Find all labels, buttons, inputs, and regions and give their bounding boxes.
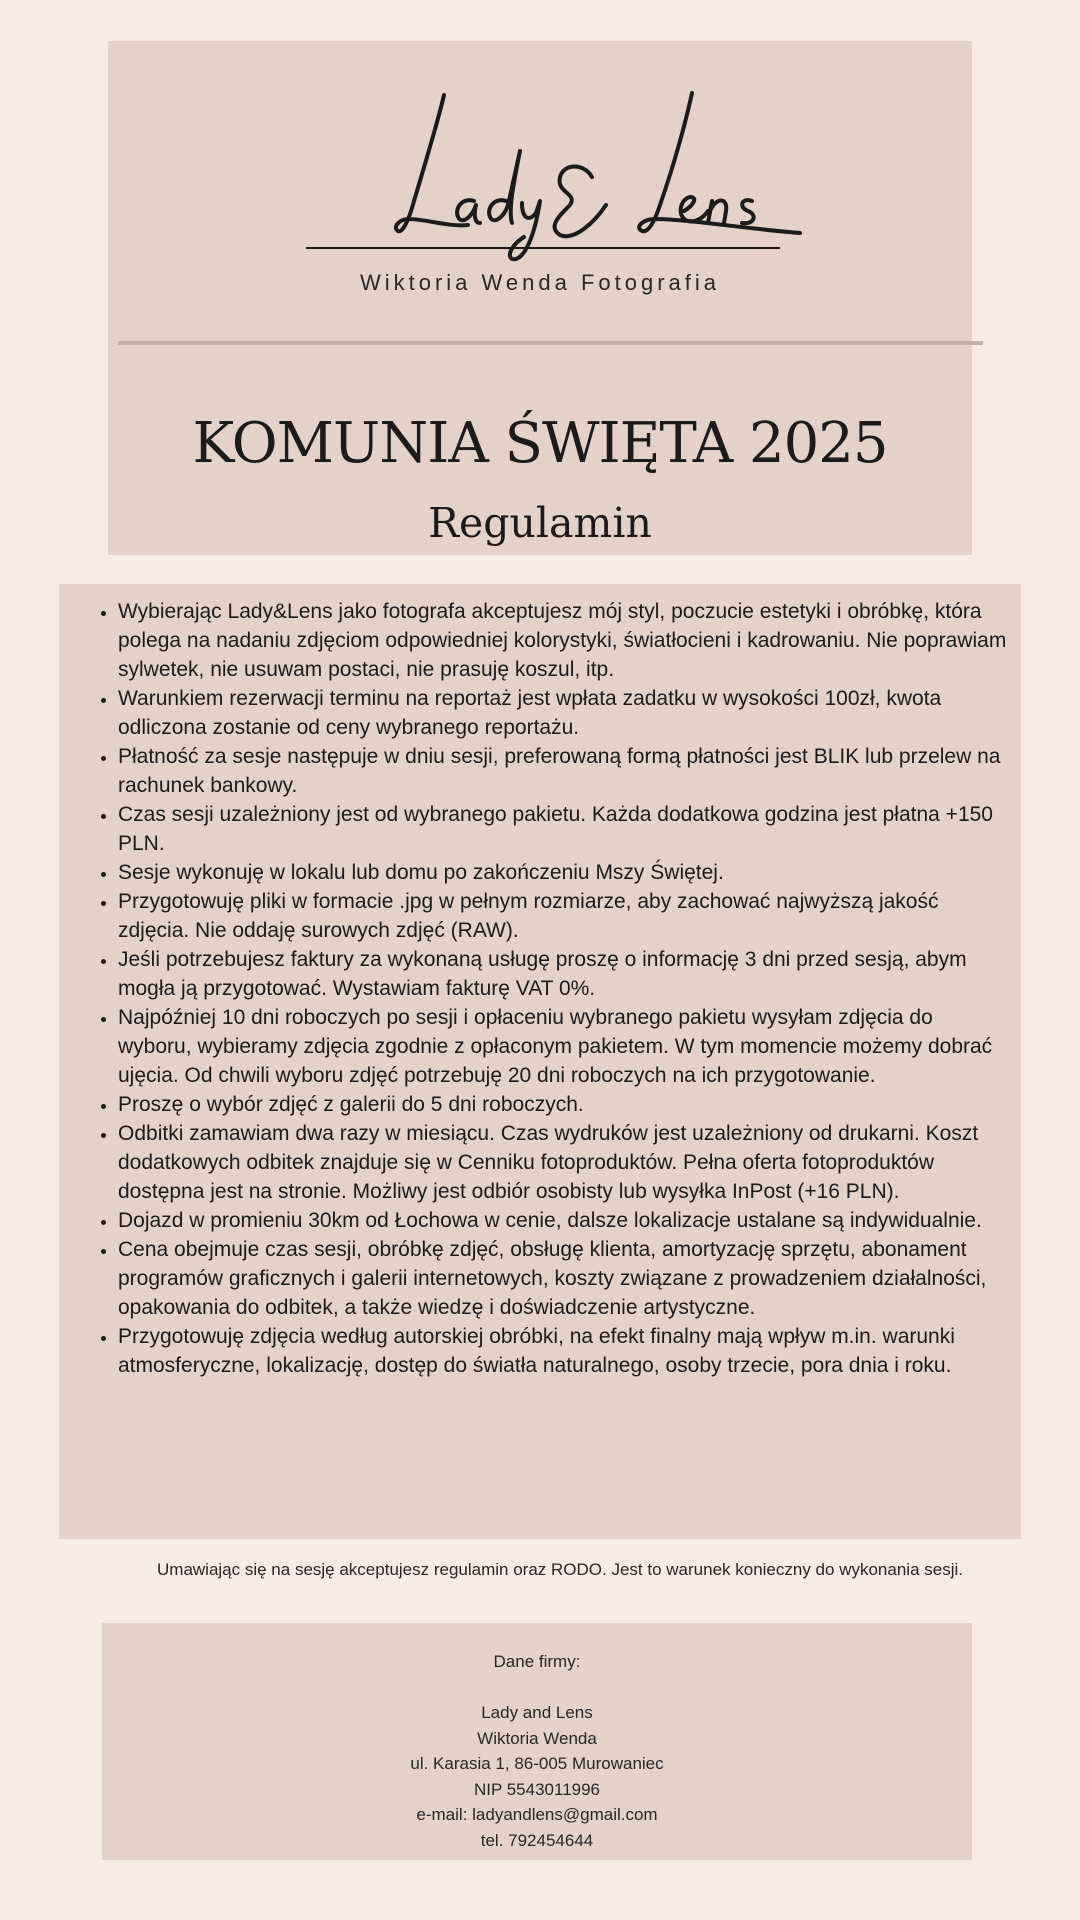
company-card xyxy=(102,1623,972,1860)
header-subtitle: Wiktoria Wenda Fotografia xyxy=(359,270,721,295)
logo-underline xyxy=(306,247,780,249)
list-item: • Dojazd w promieniu 30km od Łochowa w cenie, dalsze lokalizacje ustalane są indywidualnie. xyxy=(118,1206,1007,1235)
company-nip: NIP 5543011996 xyxy=(473,1779,601,1799)
lady-and-lens-logo xyxy=(108,41,972,301)
list-item: • Przygotowuję pliki w formacie .jpg w pełnym rozmiarze, aby zachować najwyższą jakość zdjęcia. Nie oddaję surowych zdjęć (RAW). xyxy=(118,887,1007,945)
rules-card xyxy=(59,584,1021,1539)
list-item: • Czas sesji uzależniony jest od wybranego pakietu. Każda dodatkowa godzina jest płatna +150 PLN. xyxy=(118,800,1007,858)
company-name: Lady and Lens xyxy=(481,1703,593,1722)
company-heading: Dane firmy: xyxy=(493,1652,581,1671)
footer-note: Umawiając się na sesję akceptujesz regulamin oraz RODO. Jest to warunek konieczny do wykonania sesji. xyxy=(157,1560,963,1579)
list-item: • Najpóźniej 10 dni roboczych po sesji i opłaceniu wybranego pakietu wysyłam zdjęcia do wyboru, wybieramy zdjęcia zgodnie z opłaconym pakietem. W tym momencie możemy dobrać ujęcia. Od chwili wyboru zdjęć potrzebuję 20 dni roboczych na ich przygotowanie. xyxy=(118,1003,1007,1090)
company-details xyxy=(102,1700,972,1854)
list-item: • Płatność za sesje następuje w dniu sesji, preferowaną formą płatności jest BLIK lub przelew na rachunek bankowy. xyxy=(118,742,1007,800)
list-item: • Warunkiem rezerwacji terminu na reportaż jest wpłata zadatku w wysokości 100zł, kwota odliczona zostanie od ceny wybranego reportażu. xyxy=(118,684,1007,742)
page-title: KOMUNIA ŚWIĘTA 2025 xyxy=(192,411,888,476)
list-item: • Jeśli potrzebujesz faktury za wykonaną usługę proszę o informację 3 dni przed sesją, abym mogła ją przygotować. Wystawiam fakturę VAT 0%. xyxy=(118,945,1007,1003)
company-phone: tel. 792454644 xyxy=(480,1830,594,1850)
company-address: ul. Karasia 1, 86-005 Murowaniec xyxy=(410,1754,664,1774)
list-item: • Odbitki zamawiam dwa razy w miesiącu. Czas wydruków jest uzależniony od drukarni. Koszt dodatkowych odbitek znajduje się w Cenniku fotoproduktów. Pełna oferta fotoproduktów dostępna jest na stronie. Możliwy jest odbiór osobisty lub wysyłka InPost (+16 PLN). xyxy=(118,1119,1007,1206)
list-item: • Sesje wykonuję w lokalu lub domu po zakończeniu Mszy Świętej. xyxy=(118,858,1007,887)
rules-list xyxy=(59,584,1021,1380)
company-owner: Wiktoria Wenda xyxy=(477,1728,597,1748)
header-divider xyxy=(118,341,983,345)
list-item: • Wybierając Lady&Lens jako fotografa akceptujesz mój styl, poczucie estetyki i obróbkę, która polega na nadaniu zdjęciom odpowiedniej kolorystyki, światłocieni i kadrowaniu. Nie poprawiam sylwetek, nie usuwam postaci, nie prasuję koszul, itp. xyxy=(118,597,1007,684)
company-email: e-mail: ladyandlens@gmail.com xyxy=(416,1805,658,1825)
section-heading: Regulamin xyxy=(428,499,652,547)
list-item: • Przygotowuję zdjęcia według autorskiej obróbki, na efekt finalny mają wpływ m.in. warunki atmosferyczne, lokalizację, dostęp do światła naturalnego, osoby trzecie, pora dnia i roku. xyxy=(118,1322,1007,1380)
list-item: • Proszę o wybór zdjęć z galerii do 5 dni roboczych. xyxy=(118,1090,1007,1119)
list-item: • Cena obejmuje czas sesji, obróbkę zdjęć, obsługę klienta, amortyzację sprzętu, abonament programów graficznych i galerii internetowych, koszty związane z prowadzeniem działalności, opakowania do odbitek, a także wiedzę i doświadczenie artystyczne. xyxy=(118,1235,1007,1322)
header-card xyxy=(108,41,972,555)
